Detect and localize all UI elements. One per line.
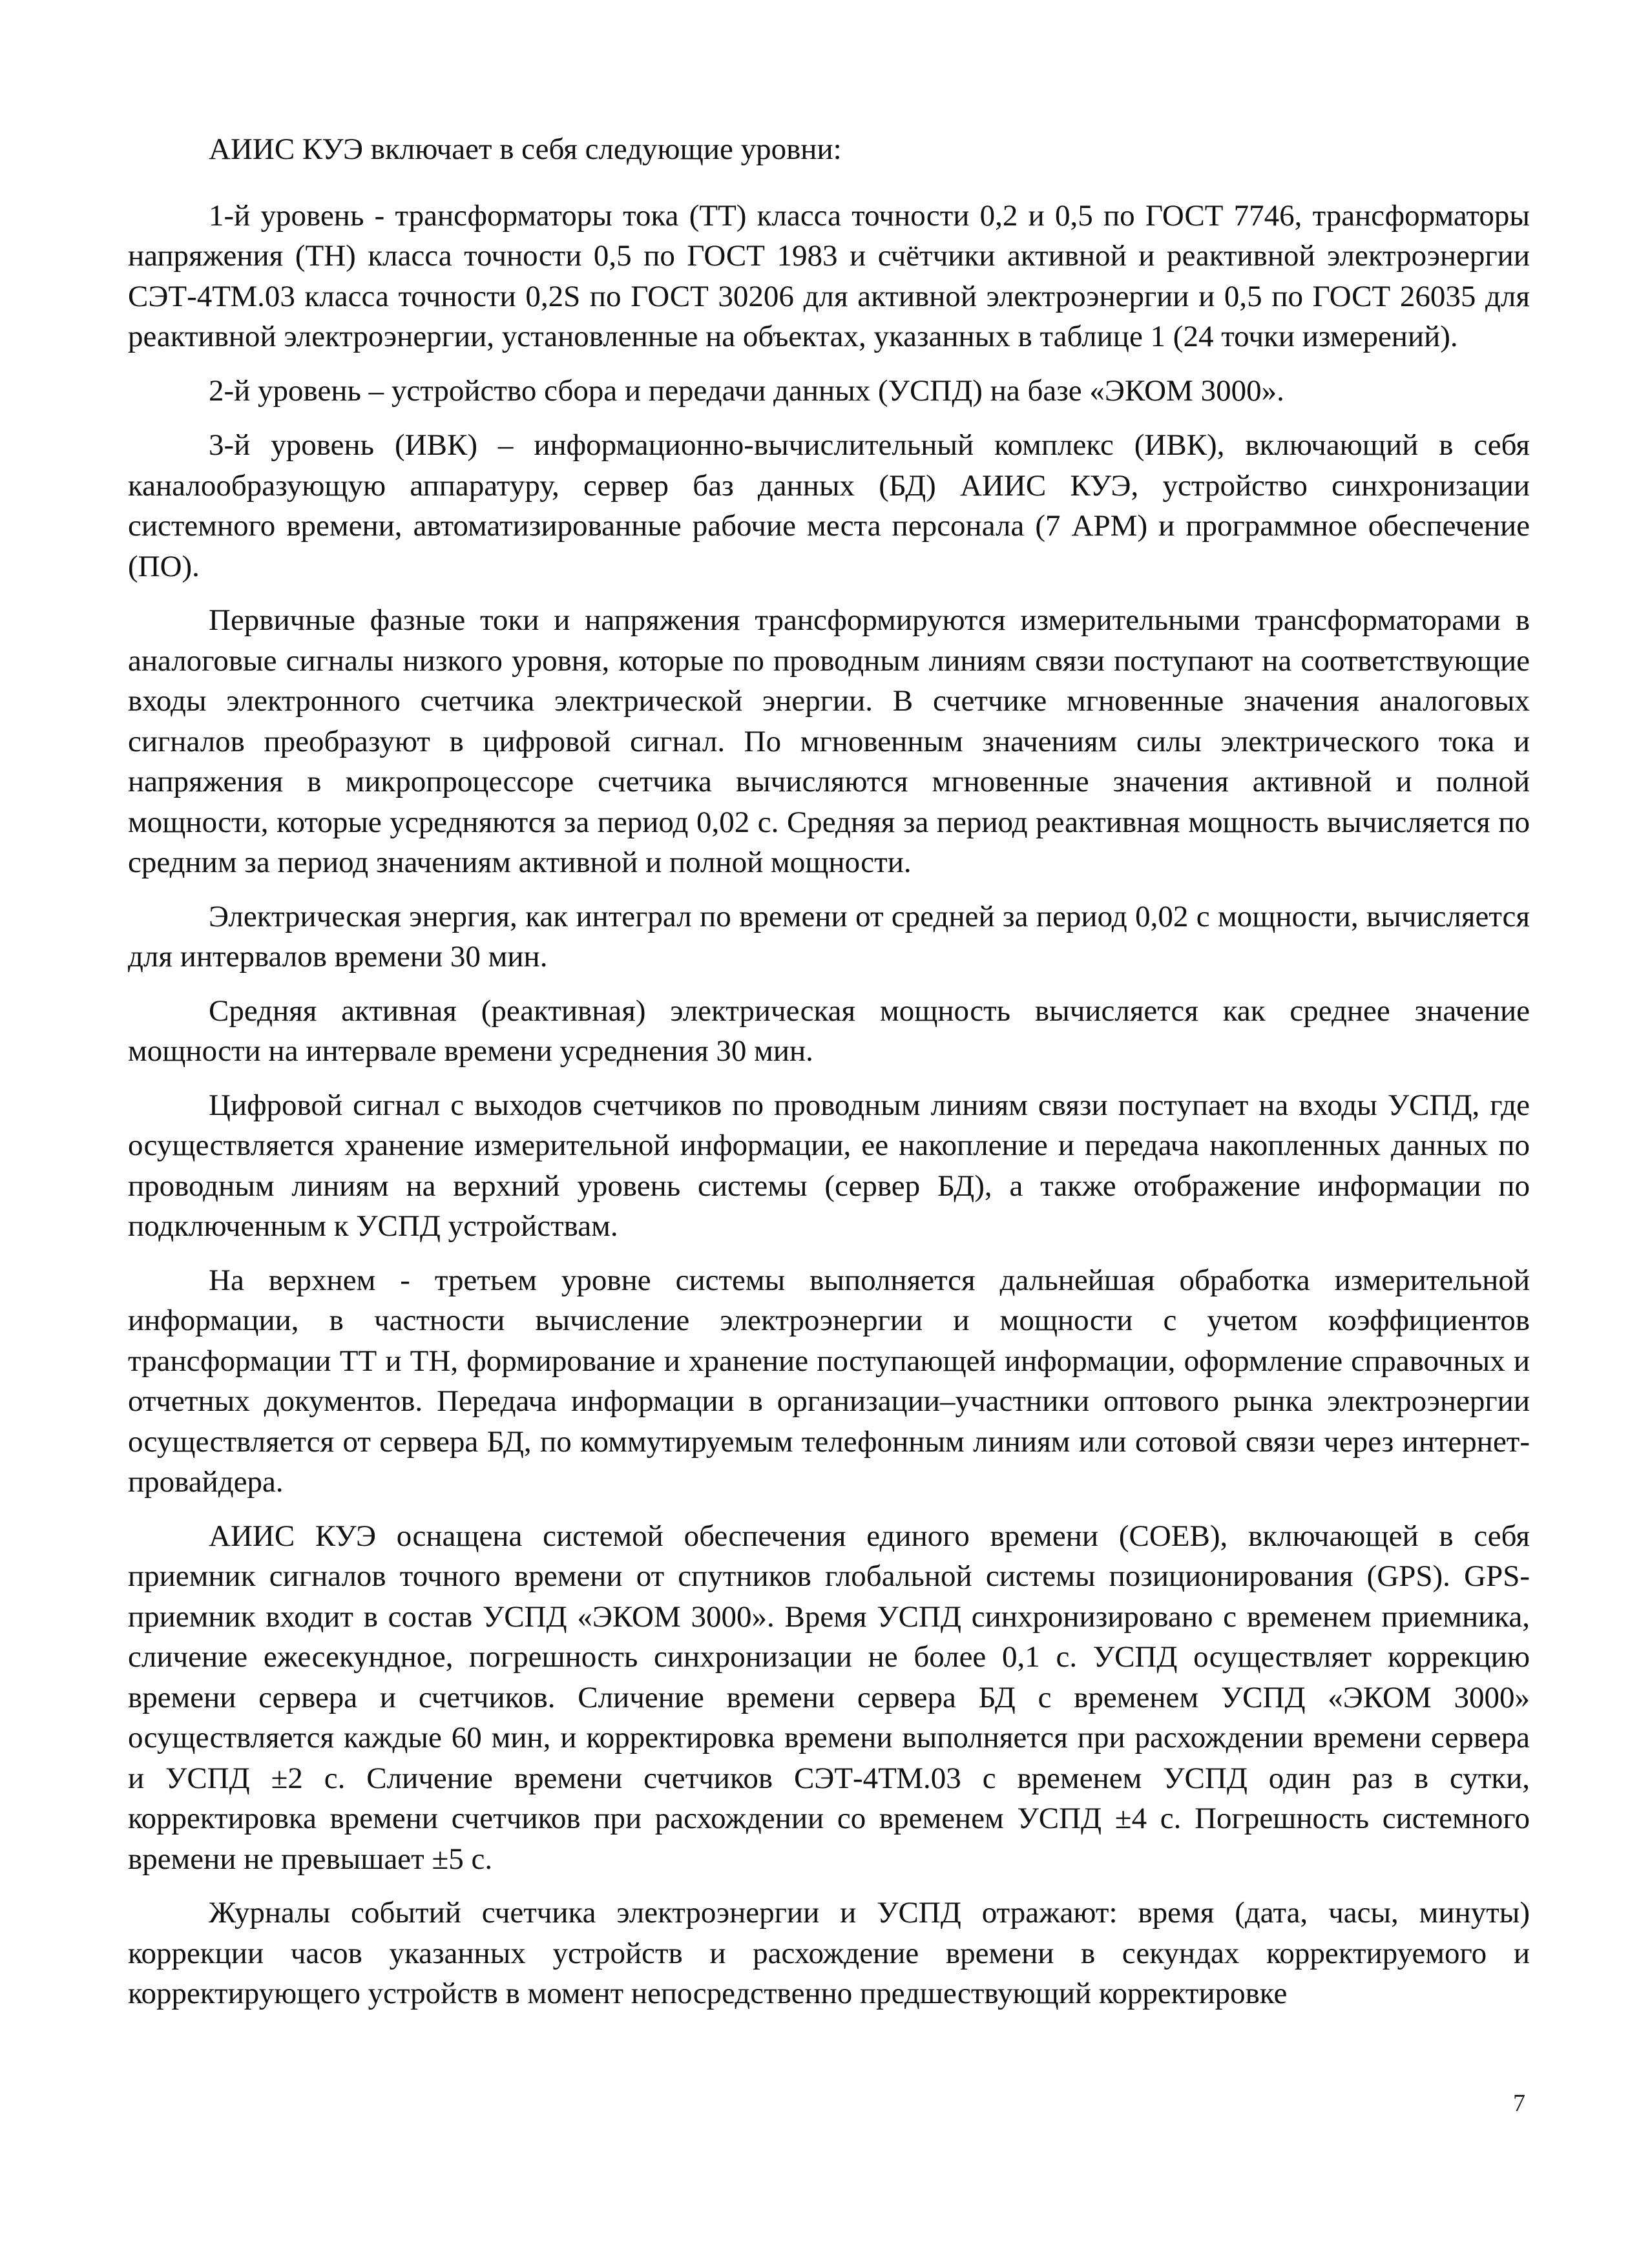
- paragraph-average-power: Средняя активная (реактивная) электрическая мощность вычисляется как среднее значение мощности на интервале времени усреднения 30 мин.: [128, 994, 1530, 1068]
- document-body: [128, 129, 1530, 2028]
- paragraph-digital-signal: Цифровой сигнал с выходов счетчиков по проводным линиям связи поступает на входы УСПД, где осуществляется хранение измерительной информации, ее накопление и передача накопленных данных по проводным линиям на верхний уровень системы (сервер БД), а также отображение информации по подключенным к УСПД устройствам.: [128, 1088, 1530, 1243]
- paragraph-signal-processing: Первичные фазные токи и напряжения трансформируются измерительными трансформаторами в аналоговые сигналы низкого уровня, которые по проводным линиям связи поступают на соответствующие входы электронного счетчика электрической энергии. В счетчике мгновенные значения аналоговых сигналов преобразуют в цифровой сигнал. По мгновенным значениям силы электрического тока и напряжения в микропроцессоре счетчика вычисляются мгновенные значения активной и полной мощности, которые усредняются за период 0,02 с. Средняя за период реактивная мощность вычисляется по средним за период значениям активной и полной мощности.: [128, 603, 1530, 879]
- paragraph-energy-integral: Электрическая энергия, как интеграл по времени от средней за период 0,02 с мощности, вычисляется для интервалов времени 30 мин.: [128, 899, 1530, 973]
- paragraph-level-2: 2-й уровень – устройство сбора и передачи данных (УСПД) на базе «ЭКОМ 3000».: [209, 373, 1284, 408]
- paragraph-level-1: 1-й уровень - трансформаторы тока (ТТ) класса точности 0,2 и 0,5 по ГОСТ 7746, трансформаторы напряжения (ТН) класса точности 0,5 по ГОСТ 1983 и счётчики активной и реактивной электроэнергии СЭТ-4ТМ.03 класса точности 0,2S по ГОСТ 30206 для активной электроэнергии и 0,5 по ГОСТ 26035 для реактивной электроэнергии, установленные на объектах, указанных в таблице 1 (24 точки измерений).: [128, 198, 1530, 353]
- page-number: 7: [1513, 2090, 1525, 2117]
- paragraph-upper-level: На верхнем - третьем уровне системы выполняется дальнейшая обработка измерительной информации, в частности вычисление электроэнергии и мощности с учетом коэффициентов трансформации ТТ и ТН, формирование и хранение поступающей информации, оформление справочных и отчетных документов. Передача информации в организации–участники оптового рынка электроэнергии осуществляется от сервера БД, по коммутируемым телефонным линиям или сотовой связи через интернет-провайдера.: [128, 1263, 1530, 1499]
- paragraph-event-logs: Журналы событий счетчика электроэнергии и УСПД отражают: время (дата, часы, минуты) коррекции часов указанных устройств и расхождение времени в секундах корректируемого и корректирующего устройств в момент непосредственно предшествующий корректировке: [128, 1896, 1530, 2010]
- paragraph-intro: АИИС КУЭ включает в себя следующие уровни:: [209, 132, 842, 166]
- paragraph-level-3: 3-й уровень (ИВК) – информационно-вычислительный комплекс (ИВК), включающий в себя каналообразующую аппаратуру, сервер баз данных (БД) АИИС КУЭ, устройство синхронизации системного времени, автоматизированные рабочие места персонала (7 АРМ) и программное обеспечение (ПО).: [128, 428, 1530, 583]
- paragraph-time-system: АИИС КУЭ оснащена системой обеспечения единого времени (СОЕВ), включающей в себя приемник сигналов точного времени от спутников глобальной системы позиционирования (GPS). GPS-приемник входит в состав УСПД «ЭКОМ 3000». Время УСПД синхронизировано с временем приемника, сличение ежесекундное, погрешность синхронизации не более 0,1 с. УСПД осуществляет коррекцию времени сервера и счетчиков. Сличение времени сервера БД с временем УСПД «ЭКОМ 3000» осуществляется каждые 60 мин, и корректировка времени выполняется при расхождении времени сервера и УСПД ±2 с. Сличение времени счетчиков СЭТ-4ТМ.03 с временем УСПД один раз в сутки, корректировка времени счетчиков при расхождении со временем УСПД ±4 с. Погрешность системного времени не превышает ±5 с.: [128, 1519, 1530, 1876]
